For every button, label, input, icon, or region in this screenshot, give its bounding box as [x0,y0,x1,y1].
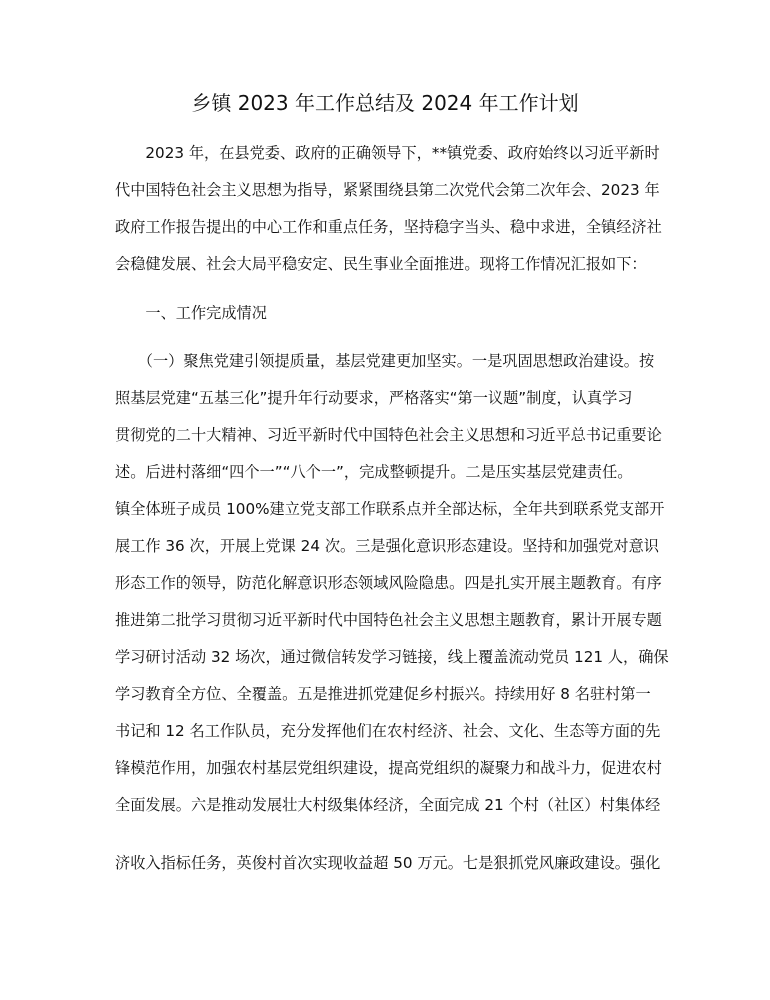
section-heading: 一、工作完成情况 [115,304,267,322]
paragraph-line: 展工作 36 次，开展上党课 24 次。三是强化意识形态建设。坚持和加强党对意识 [115,537,659,555]
paragraph-line: 会稳健发展、社会大局平稳安定、民生事业全面推进。现将工作情况汇报如下： [115,255,647,273]
paragraph-line: 学习教育全方位、全覆盖。五是推进抓党建促乡村振兴。持续用好 8 名驻村第一 [115,685,651,703]
paragraph-line: 学习研讨活动 32 场次，通过微信转发学习链接，线上覆盖流动党员 121 人，确保 [115,648,669,666]
document-title: 乡镇 2023 年工作总结及 2024 年工作计划 [191,91,579,115]
paragraph-line: 书记和 12 名工作队员，充分发挥他们在农村经济、社会、文化、生态等方面的先 [115,722,661,740]
paragraph-line: 政府工作报告提出的中心工作和重点任务，坚持稳字当头、稳中求进，全镇经济社 [115,218,662,236]
paragraph-line: 镇全体班子成员 100%建立党支部工作联系点并全部达标，全年共到联系党支部开 [115,500,665,518]
paragraph-line: 锋模范作用，加强农村基层党组织建设，提高党组织的凝聚力和战斗力，促进农村 [115,759,662,777]
paragraph-line: （一）聚焦党建引领提质量，基层党建更加坚实。一是巩固思想政治建设。按 [115,352,655,370]
paragraph-line: 推进第二批学习贯彻习近平新时代中国特色社会主义思想主题教育，累计开展专题 [115,611,662,629]
paragraph-line: 形态工作的领导，防范化解意识形态领域风险隐患。四是扎实开展主题教育。有序 [115,574,662,592]
paragraph-line: 述。后进村落细“四个一”“八个一”，完成整顿提升。二是压实基层党建责任。 [115,463,633,481]
paragraph-line: 代中国特色社会主义思想为指导，紧紧围绕县第二次党代会第二次年会、2023 年 [115,181,660,199]
paragraph-line: 全面发展。六是推动发展壮大村级集体经济，全面完成 21 个村（社区）村集体经 [115,796,661,814]
paragraph-line: 济收入指标任务，英俊村首次实现收益超 50 万元。七是狠抓党风廉政建设。强化 [115,854,661,872]
paragraph-line: 照基层党建“五基三化”提升年行动要求，严格落实“第一议题”制度，认真学习 [115,389,633,407]
paragraph-line: 贯彻党的二十大精神、习近平新时代中国特色社会主义思想和习近平总书记重要论 [115,426,662,444]
paragraph-line: 2023 年，在县党委、政府的正确领导下，**镇党委、政府始终以习近平新时 [115,144,660,162]
